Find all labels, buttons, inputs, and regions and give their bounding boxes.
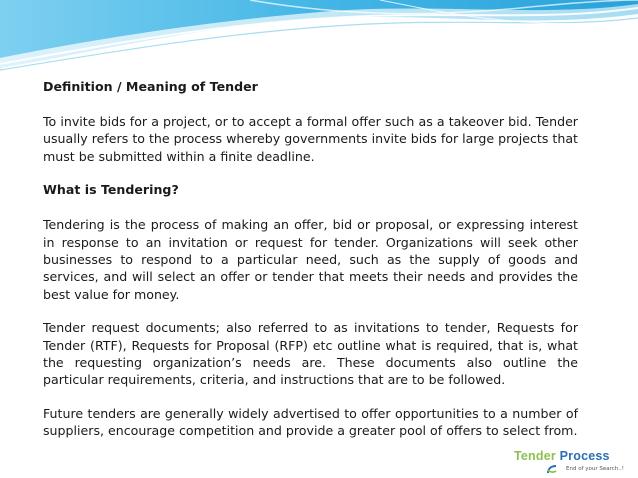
logo-title (514, 449, 610, 463)
swirl-icon (546, 463, 558, 475)
section-heading-tendering: What is Tendering? (43, 182, 179, 198)
tendering-paragraph-1: Tendering is the process of making an offer, bid or proposal, or expressing interest in response to an invitation or request for tender. Organizations will seek other businesses to respond to a particular need, such as the supply of goods and services, and will select an offer or tender that meets their needs and provides the best value for money. (43, 217, 578, 302)
definition-paragraph: To invite bids for a project, or to accept a formal offer such as a takeover bid. Tender usually refers to the process whereby governments invite bids for large projects that must be submitted within a finite deadline. (43, 114, 578, 164)
tendering-paragraph-3: Future tenders are generally widely advertised to offer opportunities to a number of suppliers, encourage competition and provide a greater pool of offers to select from. (43, 405, 578, 439)
header-wave-banner (0, 0, 638, 80)
document-body (43, 78, 578, 440)
logo-word-process: Process (559, 449, 610, 463)
tendering-paragraph-2: Tender request documents; also referred to as invitations to tender, Requests for Tender (RTF), Requests for Proposal (RFP) etc outline what is required, that is, what the requesting organization’s needs are. These documents also outline the particular requirements, criteria, and instructions that are to be followed. (43, 320, 578, 388)
section-heading-definition: Definition / Meaning of Tender (43, 79, 258, 94)
logo-tagline: End of your Search..! (566, 466, 624, 472)
logo-word-tender: Tender (514, 449, 556, 463)
tender-process-logo (514, 449, 632, 475)
